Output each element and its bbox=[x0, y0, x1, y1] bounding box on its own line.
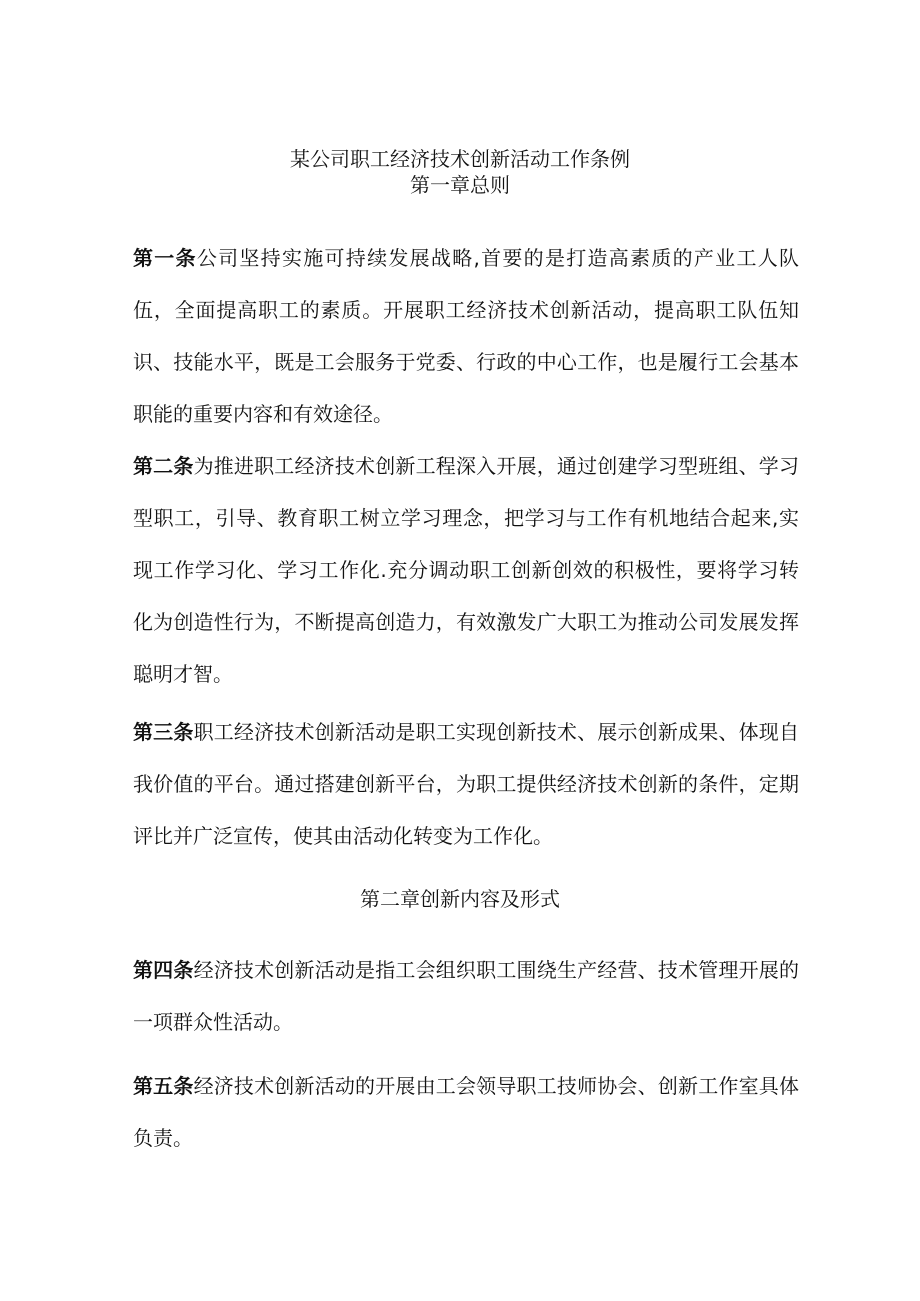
chapter-1-heading: 第一章总则 bbox=[410, 173, 510, 197]
article-5 bbox=[133, 1060, 799, 1164]
article-label: 第二条 bbox=[133, 454, 194, 478]
article-3 bbox=[133, 706, 799, 862]
article-text: 经济技术创新活动的开展由工会领导职工技师协会、创新工作室具体负责。 bbox=[133, 1074, 799, 1150]
article-text: 为推进职工经济技术创新工程深入开展，通过创建学习型班组、学习型职工，引导、教育职工树立学习理念，把学习与工作有机地结合起来,实现工作学习化、学习工作化.充分调动职工创新创效的积极性，要将学习转化为创造性行为，不断提高创造力，有效激发广大职工为推动公司发展发挥聪明才智。 bbox=[133, 454, 799, 686]
article-text: 公司坚持实施可持续发展战略,首要的是打造高素质的产业工人队伍，全面提高职工的素质。开展职工经济技术创新活动，提高职工队伍知识、技能水平，既是工会服务于党委、行政的中心工作，也是履行工会基本职能的重要内容和有效途径。 bbox=[133, 246, 800, 426]
chapter-2-heading: 第二章创新内容及形式 bbox=[360, 887, 560, 911]
article-text: 职工经济技术创新活动是职工实现创新技术、展示创新成果、体现自我价值的平台。通过搭建创新平台，为职工提供经济技术创新的条件，定期评比并广泛宣传，使其由活动化转变为工作化。 bbox=[133, 720, 799, 848]
title-line: 某公司职工经济技术创新活动工作条例 bbox=[290, 147, 630, 171]
article-label: 第五条 bbox=[133, 1074, 194, 1098]
article-1 bbox=[133, 232, 799, 440]
article-text: 经济技术创新活动是指工会组织职工围绕生产经营、技术管理开展的一项群众性活动。 bbox=[133, 958, 799, 1034]
article-4 bbox=[133, 944, 799, 1048]
article-label: 第四条 bbox=[133, 958, 194, 982]
article-label: 第三条 bbox=[133, 720, 194, 744]
article-label: 第一条 bbox=[133, 246, 197, 270]
document-title bbox=[0, 146, 920, 198]
article-2 bbox=[133, 440, 799, 700]
